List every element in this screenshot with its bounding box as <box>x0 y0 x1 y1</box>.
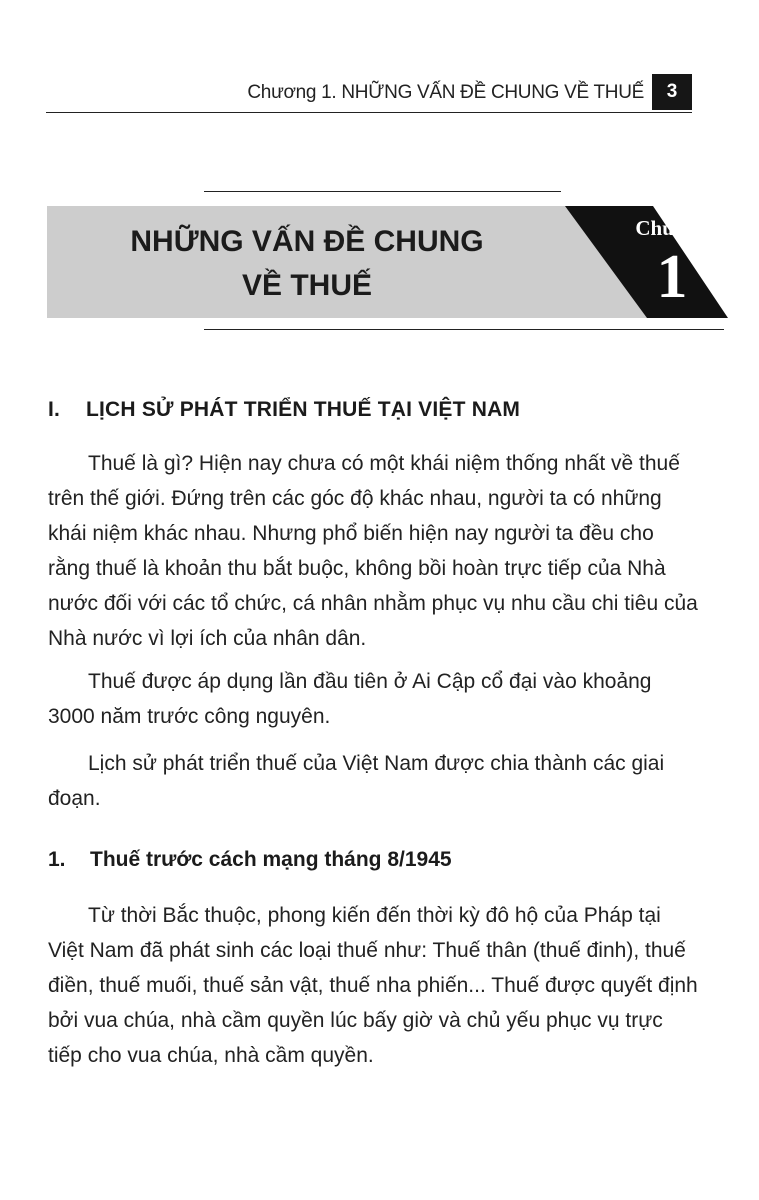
subsection-heading <box>48 848 452 872</box>
chapter-banner <box>47 206 728 318</box>
section-title: LỊCH SỬ PHÁT TRIỂN THUẾ TẠI VIỆT NAM <box>86 398 521 421</box>
section-number: I. <box>48 398 61 421</box>
page-number: 3 <box>652 74 692 110</box>
running-header-title: Chương 1. NHỮNG VẤN ĐỀ CHUNG VỀ THUẾ <box>247 82 644 103</box>
paragraph-history-stages: Lịch sử phát triển thuế của Việt Nam được chia thành các giai đoạn. <box>48 752 665 810</box>
subsection-title: Thuế trước cách mạng tháng 8/1945 <box>90 848 452 871</box>
chapter-number: 1 <box>656 243 688 311</box>
chapter-tab <box>547 206 728 318</box>
chapter-title-line1: NHỮNG VẤN ĐỀ CHUNG <box>130 225 484 258</box>
section-heading <box>48 398 520 422</box>
chapter-title-line2: VỀ THUẾ <box>241 269 373 302</box>
paragraph-pre-1945-taxes: Từ thời Bắc thuộc, phong kiến đến thời kỳ đô hộ của Pháp tại Việt Nam đã phát sinh các loại thuế như: Thuế thân (thuế đinh), thuế điền, thuế muối, thuế sản vật, thuế nha phiến... Thuế được quyết định bởi vua chúa, nhà cầm quyền lúc bấy giờ và chủ yếu phục vụ trực tiếp cho vua chúa, nhà cầm quyền. <box>48 904 698 1067</box>
banner-bottom-rule <box>204 329 724 330</box>
chapter-title <box>47 220 567 308</box>
paragraph-tax-origin: Thuế được áp dụng lần đầu tiên ở Ai Cập cổ đại vào khoảng 3000 năm trước công nguyên. <box>48 670 652 728</box>
subsection-number: 1. <box>48 848 66 871</box>
paragraph-tax-definition: Thuế là gì? Hiện nay chưa có một khái niệm thống nhất về thuế trên thế giới. Đứng trên các góc độ khác nhau, người ta có những khái niệm khác nhau. Nhưng phổ biến hiện nay người ta đều cho rằng thuế là khoản thu bắt buộc, không bồi hoàn trực tiếp của Nhà nước đối với các tổ chức, cá nhân nhằm phục vụ nhu cầu chi tiêu của Nhà nước vì lợi ích của nhân dân. <box>48 452 698 650</box>
running-header <box>46 74 692 113</box>
chapter-label: Chương <box>635 216 709 240</box>
banner-top-rule <box>204 191 561 192</box>
